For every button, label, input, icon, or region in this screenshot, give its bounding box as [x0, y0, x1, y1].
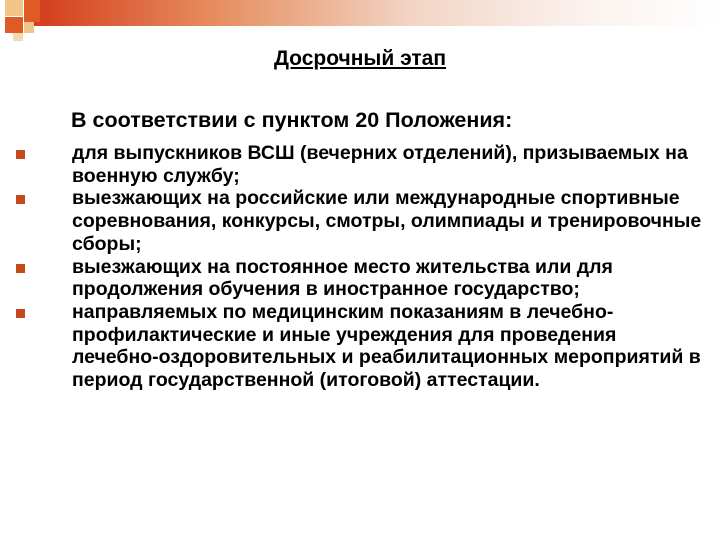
slide-title-text: Досрочный этап: [273, 47, 447, 70]
bullet-list: [16, 142, 706, 392]
list-item: [16, 256, 706, 301]
list-item: [16, 301, 706, 392]
slide-subtitle: В соответствии с пунктом 20 Положения:: [71, 108, 513, 132]
header-gradient-bar: [34, 0, 720, 26]
square-bullet-icon: [16, 195, 25, 204]
list-item-text: выезжающих на российские или международные спортивные соревнования, конкурсы, смотры, олимпиады и тренировочные сборы;: [72, 187, 702, 255]
square-bullet-icon: [16, 309, 25, 318]
list-item-text: выезжающих на постоянное место жительства или для продолжения обучения в иностранное государство;: [72, 255, 613, 301]
list-item: [16, 142, 706, 187]
square-bullet-icon: [16, 150, 25, 159]
square-bullet-icon: [16, 264, 25, 273]
list-item: [16, 187, 706, 255]
list-item-text: направляемых по медицинским показаниям в лечебно-профилактические и иные учреждения для проведения лечебно-оздоровительных и реабилитационных мероприятий в период государственной (итоговой) аттестации.: [72, 300, 701, 392]
list-item-text: для выпускников ВСШ (вечерних отделений), призываемых на военную службу;: [72, 142, 688, 187]
corner-decoration: [0, 0, 60, 50]
slide-title: [0, 47, 720, 71]
